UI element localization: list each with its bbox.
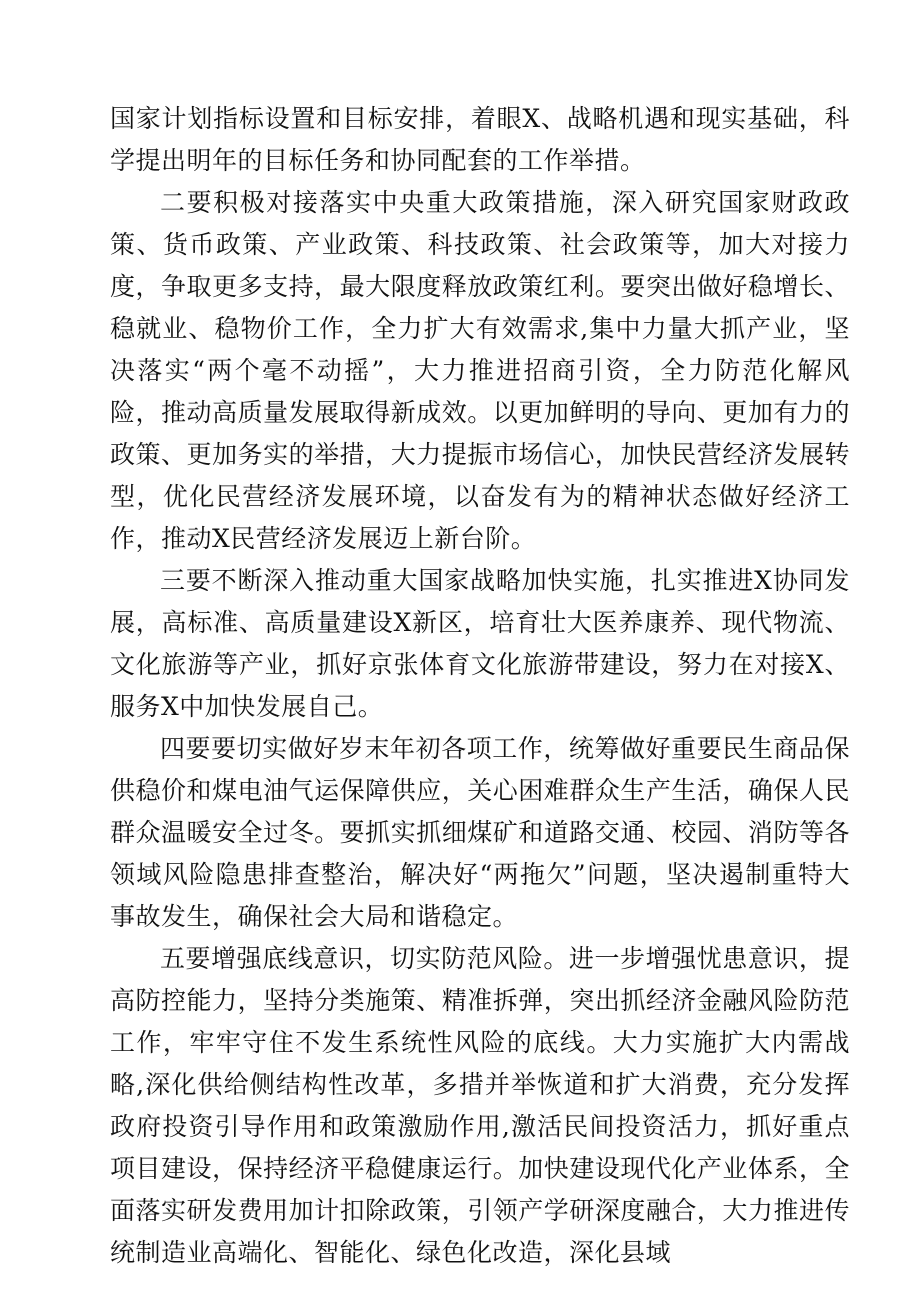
paragraph-5: 五要增强底线意识，切实防范风险。进一步增强忧患意识，提高防控能力，坚持分类施策、精准拆弹，突出抓经济金融风险防范工作，牢牢守住不发生系统性风险的底线。大力实施扩大内需战略,深化供给侧结构性改革，多措并举恢道和扩大消费，充分发挥政府投资引导作用和政策激励作用,激活民间投资活力，抓好重点项目建设，保持经济平稳健康运行。加快建设现代化产业体系，全面落实研发费用加计扣除政策，引领产学研深度融合，大力推进传统制造业高端化、智能化、绿色化改造，深化县域 (110, 944, 850, 1267)
document-body (110, 98, 850, 1274)
paragraph-2: 二要积极对接落实中央重大政策措施，深入研究国家财政政策、货币政策、产业政策、科技政策、社会政策等，加大对接力度，争取更多支持，最大限度释放政策红利。要突出做好稳增长、稳就业、稳物价工作，全力扩大有效需求,集中力量大抓产业，坚决落实“两个毫不动摇”，大力推进招商引资，全力防范化解风险，推动高质量发展取得新成效。以更加鲜明的导向、更加有力的政策、更加务实的举措，大力提振市场信心，加快民营经济发展转型，优化民营经济发展环境，以奋发有为的精神状态做好经济工作，推动X民营经济发展迈上新台阶。 (110, 188, 850, 553)
paragraph-4: 四要要切实做好岁末年初各项工作，统筹做好重要民生商品保供稳价和煤电油气运保障供应，关心困难群众生产生活，确保人民群众温暖安全过冬。要抓实抓细煤矿和道路交通、校园、消防等各领域风险隐患排查整治，解决好“两拖欠”问题，坚决遏制重特大事故发生，确保社会大局和谐稳定。 (110, 734, 850, 931)
paragraph-3: 三要不断深入推动重大国家战略加快实施，扎实推进X协同发展，高标准、高质量建设X新区，培育壮大医养康养、现代物流、文化旅游等产业，抓好京张体育文化旅游带建设，努力在对接X、服务X中加快发展自己。 (110, 566, 850, 721)
paragraph-continuation: 国家计划指标设置和目标安排，着眼X、战略机遇和现实基础，科学提出明年的目标任务和协同配套的工作举措。 (110, 104, 850, 175)
